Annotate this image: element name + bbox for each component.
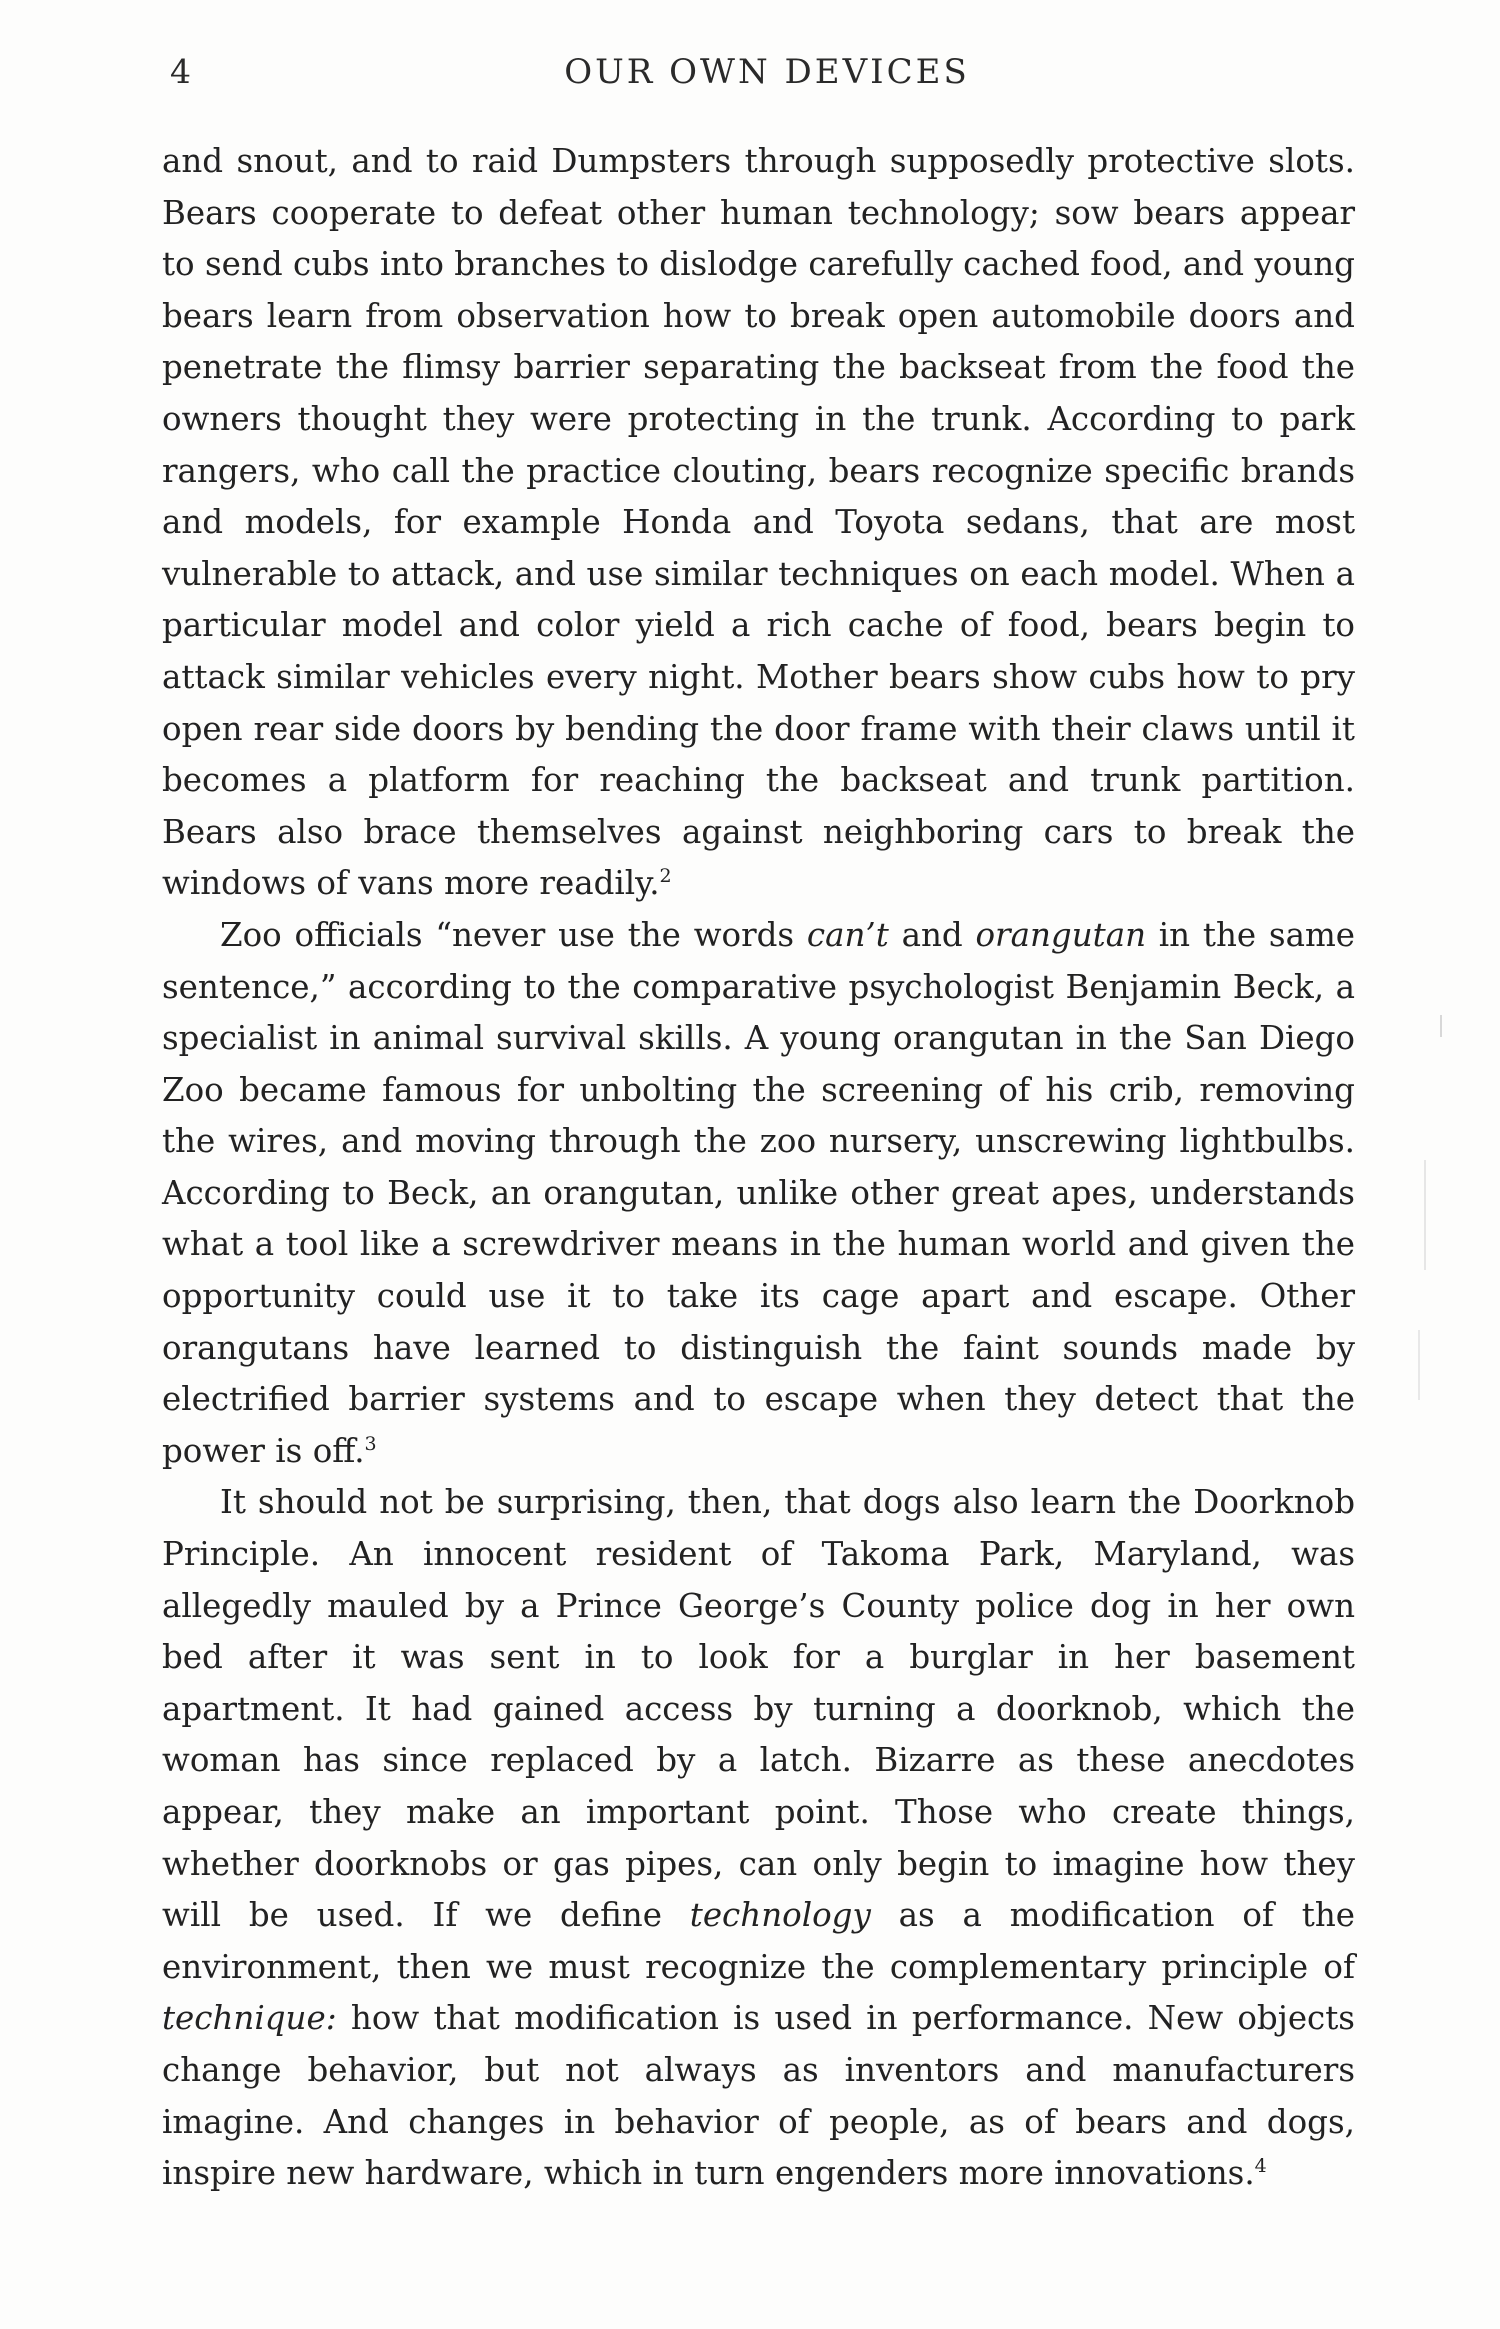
text-run: and snout, and to raid Dumpsters through supposedly protective slots. Bears cooperate to defeat other human technology; sow bears appear to send cubs into branches to dislodge carefully cached food, and young bears learn from observation how to break open automobile doors and penetrate the flimsy barrier separating the backseat from the food the owners thought they were protecting in the trunk. According to park rangers, who call the practice clouting, bears recognize specific brands and models, for example Honda and Toyota sedans, that are most vulnerable to attack, and use similar techniques on each model. When a particular model and color yield a rich cache of food, bears begin to attack similar vehicles every night. Mother bears show cubs how to pry open rear side doors by bending the door frame with their claws until it becomes a platform for reaching the backseat and trunk partition. Bears also brace themselves against neighboring cars to break the windows of vans more readily. [162, 142, 1355, 903]
text-run: It should not be surprising, then, that dogs also learn the Doorknob Principle. An innocent resident of Takoma Park, Maryland, was allegedly mauled by a Prince George’s County police dog in her own bed after it was sent in to look for a burglar in her basement apartment. It had gained access by turning a doorknob, which the woman has since replaced by a latch. Bizarre as these anecdotes appear, they make an important point. Those who create things, whether doorknobs or gas pipes, can only begin to imagine how they will be used. If we define [162, 1483, 1355, 1935]
paragraph-p1 [162, 136, 1355, 910]
running-head [162, 52, 1372, 102]
footnote-ref: 4 [1254, 2155, 1267, 2178]
margin-scan-mark [1424, 1160, 1426, 1270]
footnote-ref: 2 [659, 865, 672, 888]
margin-scan-mark [1440, 1015, 1442, 1037]
text-run: in the same sentence,” according to the comparative psychologist Benjamin Beck, a specialist in animal survival skills. A young orangutan in the San Diego Zoo became famous for unbolting the screening of his crib, removing the wires, and moving through the zoo nursery, unscrewing lightbulbs. According to Beck, an orangutan, unlike other great apes, understands what a tool like a screwdriver means in the human world and given the opportunity could use it to take its cage apart and escape. Other orangutans have learned to distinguish the faint sounds made by electrified barrier systems and to escape when they detect that the power is off. [162, 915, 1356, 1470]
page-number: 4 [170, 52, 192, 91]
text-run: as a modification of the environment, then we must recognize the complementary principle of [162, 1896, 1355, 1986]
italic-term: technology [689, 1896, 871, 1935]
text-run: Zoo officials “never use the words [220, 915, 807, 954]
italic-term: can’t [806, 915, 889, 954]
body-text [162, 136, 1355, 2200]
paragraph-p2 [162, 910, 1355, 1478]
italic-term: orangutan [975, 915, 1146, 954]
margin-scan-mark [1418, 1330, 1420, 1400]
footnote-ref: 3 [364, 1433, 377, 1456]
italic-term: technique: [162, 1999, 337, 2038]
paragraph-p3 [162, 1477, 1355, 2199]
text-run: and [888, 915, 976, 954]
book-title: OUR OWN DEVICES [564, 52, 970, 92]
text-run: how that modification is used in performance. New objects change behavior, but not always as inventors and manufacturers imagine. And changes in behavior of people, as of bears and dogs, inspire new hardware, which in turn engenders more innovations. [162, 1999, 1355, 2193]
